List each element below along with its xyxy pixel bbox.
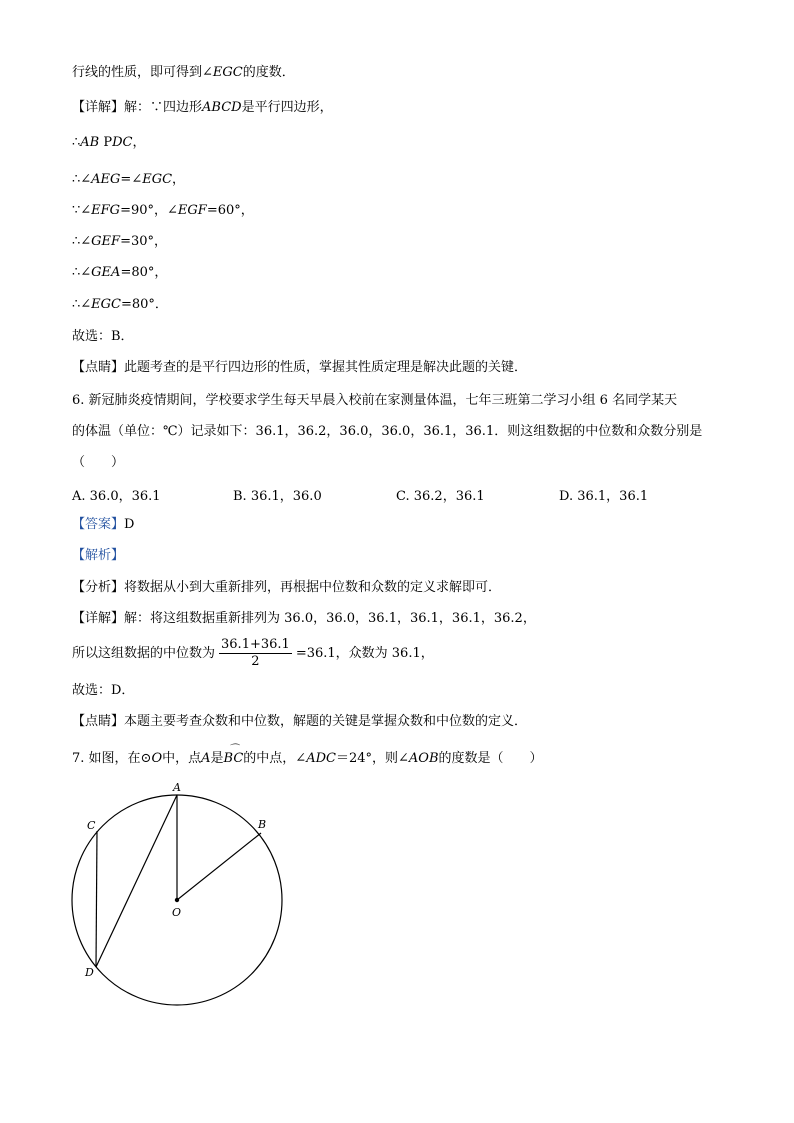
text: 的度数．: [242, 65, 295, 80]
text: =60°，: [206, 203, 254, 218]
text: =80°．: [121, 297, 168, 312]
math: ∠AOB: [398, 751, 439, 766]
section-tag: 【点睛】: [72, 714, 125, 729]
question-6-line-3: （ ）: [72, 455, 125, 470]
detail-line: [72, 610, 536, 628]
math: ∠EFG: [80, 203, 121, 218]
analysis-tag: 【解析】: [72, 548, 125, 563]
math: ∠ADC: [295, 751, 336, 766]
text: 解：将这组数据重新排列为 36.0，36.0，36.1，36.1，36.1，36.2，: [124, 611, 536, 626]
math: DC: [112, 135, 133, 150]
math: P: [103, 135, 113, 150]
text: 本题主要考查众数和中位数，解题的关键是掌握众数和中位数的定义．: [124, 714, 528, 729]
question-6-line-2: 的体温（单位：℃）记录如下：36.1，36.2，36.0，36.0，36.1，36.1．则这组数据的中位数和众数分别是: [72, 424, 703, 439]
text: 的度数是（ ）: [438, 751, 543, 766]
section-tag: 【详解】: [72, 611, 125, 626]
label-c: C: [87, 819, 96, 832]
segment-ob: [177, 833, 261, 900]
math: ABCD: [202, 100, 242, 115]
option-a: A. 36.0，36.1: [72, 489, 161, 504]
math: AB: [80, 135, 100, 150]
detail-line: [72, 99, 333, 117]
comment-line: [72, 359, 527, 377]
text: 的中点，: [243, 751, 296, 766]
analysis-line: [72, 579, 501, 597]
step-line: [72, 171, 185, 189]
center-point: [175, 898, 179, 902]
text: 是: [210, 751, 224, 766]
text: ∴: [72, 265, 81, 280]
step-line: [72, 296, 168, 314]
text: 中，点: [162, 751, 202, 766]
math: ∠GEA: [80, 265, 121, 280]
text: ∴: [72, 172, 81, 187]
text: ，: [132, 135, 146, 150]
math: O: [151, 751, 163, 766]
step-line: [72, 202, 254, 220]
text: 解：∵四边形: [124, 100, 203, 115]
text: ∵: [72, 203, 81, 218]
option-b: B. 36.1，36.0: [233, 489, 322, 504]
text: 将数据从小到大重新排列，再根据中位数和众数的定义求解即可．: [124, 580, 502, 595]
text: 此题考查的是平行四边形的性质，掌握其性质定理是解决此题的关键．: [124, 360, 528, 375]
arc-math: ⌒ BC: [224, 751, 244, 766]
text-line: [72, 64, 295, 82]
math: A: [201, 751, 211, 766]
text: 7. 如图，在⊙: [72, 751, 152, 766]
text: =30°，: [120, 234, 168, 249]
answer-line: 故选：B．: [72, 329, 134, 344]
label-o: O: [172, 906, 182, 919]
text: ，: [172, 172, 186, 187]
text: 所以这组数据的中位数为: [72, 646, 216, 661]
fraction: [219, 637, 292, 670]
segment-cd: [96, 831, 97, 967]
answer-value: D: [124, 517, 135, 532]
text: =36.1，众数为 36.1，: [295, 646, 434, 661]
question-7-line: [72, 750, 543, 768]
option-d: D. 36.1，36.1: [559, 489, 649, 504]
step-line: [72, 264, 167, 282]
answer-tag: 【答案】: [72, 517, 125, 532]
math: ∠GEF: [80, 234, 121, 249]
math: ∠AEG=∠EGC: [80, 172, 173, 187]
fraction-numerator: 36.1+36.1: [221, 637, 290, 652]
step-line: [72, 134, 146, 152]
answer-line: [72, 516, 134, 534]
label-b: B: [258, 818, 267, 831]
math: ∠EGF: [167, 203, 207, 218]
text: 是平行四边形，: [241, 100, 333, 115]
comment-line: [72, 713, 527, 731]
label-d: D: [85, 966, 94, 979]
section-tag: 【分析】: [72, 580, 125, 595]
text: 行线的性质，即可得到: [72, 65, 203, 80]
step-line: [72, 233, 167, 251]
label-a: A: [173, 781, 181, 794]
text: =80°，: [120, 265, 168, 280]
question-6-line-1: 6. 新冠肺炎疫情期间，学校要求学生每天早晨入校前在家测量体温，七年三班第二学习小组 6 名同学某天: [72, 393, 678, 408]
median-line: [72, 634, 434, 674]
text: ∴: [72, 297, 81, 312]
section-tag: 【详解】: [72, 100, 125, 115]
math: ∠EGC: [80, 297, 121, 312]
section-tag: 【点睛】: [72, 360, 125, 375]
fraction-denominator: 2: [251, 654, 260, 669]
text: ∴: [72, 234, 81, 249]
math: ∠EGC: [202, 65, 243, 80]
option-c: C. 36.2，36.1: [396, 489, 485, 504]
text: ＝24°，则: [335, 751, 398, 766]
circle-figure: [60, 775, 300, 1015]
text: =90°，: [120, 203, 168, 218]
answer-line: 故选：D．: [72, 683, 135, 698]
text: ∴: [72, 135, 81, 150]
